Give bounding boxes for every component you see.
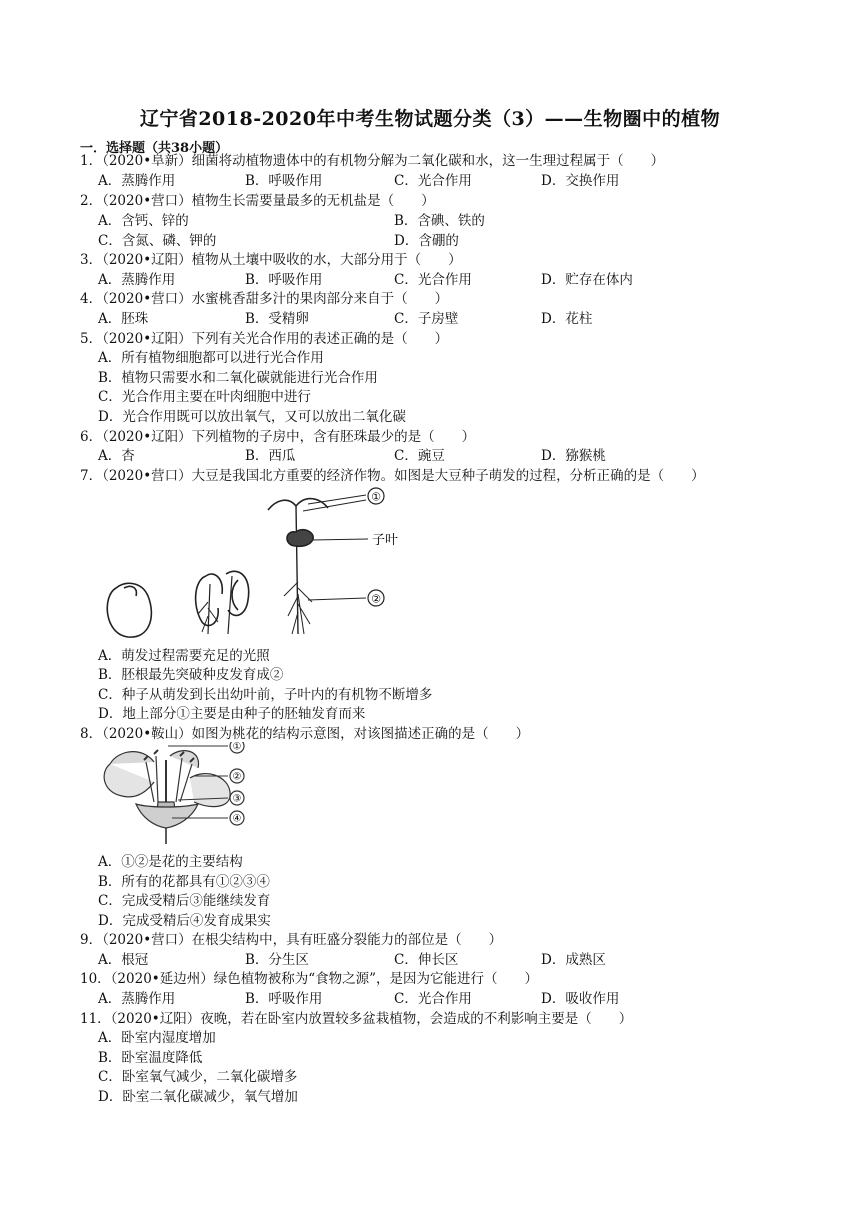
figure-label: ③ bbox=[232, 793, 242, 805]
option: B．呼吸作用 bbox=[245, 173, 323, 189]
section-heading: 一．选择题（共38小题） bbox=[80, 141, 229, 156]
option: C．光合作用 bbox=[394, 991, 472, 1007]
option: B．呼吸作用 bbox=[245, 991, 323, 1007]
option: A．萌发过程需要充足的光照 bbox=[98, 648, 270, 664]
option: A．含钙、锌的 bbox=[98, 213, 189, 229]
option: A．根冠 bbox=[98, 952, 149, 968]
peach-flower-figure bbox=[98, 742, 248, 846]
option: A．卧室内湿度增加 bbox=[98, 1030, 216, 1046]
option: B．胚根最先突破种皮发育成② bbox=[98, 667, 284, 683]
option: B．西瓜 bbox=[245, 448, 296, 464]
option: B．受精卵 bbox=[245, 311, 309, 327]
option: A．蒸腾作用 bbox=[98, 173, 176, 189]
figure-label: 子叶 bbox=[372, 533, 398, 548]
option: C．完成受精后③能继续发育 bbox=[98, 893, 271, 909]
document-title: 辽宁省2018-2020年中考生物试题分类（3）——生物圈中的植物 bbox=[139, 108, 721, 130]
question-stem: 4．（2020•营口）水蜜桃香甜多汁的果肉部分来自于（ ） bbox=[80, 291, 449, 307]
option: B．呼吸作用 bbox=[245, 272, 323, 288]
option: A．蒸腾作用 bbox=[98, 272, 176, 288]
question-stem: 5．（2020•辽阳）下列有关光合作用的表述正确的是（ ） bbox=[80, 331, 449, 347]
option: C．光合作用主要在叶肉细胞中进行 bbox=[98, 389, 311, 405]
question-stem: 7．（2020•营口）大豆是我国北方重要的经济作物。如图是大豆种子萌发的过程，分析正确的是（ ） bbox=[80, 468, 705, 484]
soybean-germination-figure bbox=[98, 484, 398, 642]
option: C．豌豆 bbox=[394, 448, 445, 464]
question-stem: 10．（2020•延边州）绿色植物被称为“食物之源”，是因为它能进行（ ） bbox=[80, 971, 539, 987]
option: A．所有植物细胞都可以进行光合作用 bbox=[98, 350, 324, 366]
question-stem: 2．（2020•营口）植物生长需要量最多的无机盐是（ ） bbox=[80, 193, 435, 209]
question-stem: 3．（2020•辽阳）植物从土壤中吸收的水，大部分用于（ ） bbox=[80, 252, 462, 268]
option: C．光合作用 bbox=[394, 173, 472, 189]
option: C．卧室氧气减少，二氧化碳增多 bbox=[98, 1069, 298, 1085]
option: C．伸长区 bbox=[394, 952, 459, 968]
question-stem: 1．（2020•阜新）细菌将动植物遗体中的有机物分解为二氧化碳和水，这一生理过程属于（ ） bbox=[80, 153, 665, 169]
option: C．种子从萌发到长出幼叶前，子叶内的有机物不断增多 bbox=[98, 687, 433, 703]
option: D．含硼的 bbox=[394, 233, 459, 249]
option: A．杏 bbox=[98, 448, 135, 464]
option: D．成熟区 bbox=[541, 952, 606, 968]
question-stem: 6．（2020•辽阳）下列植物的子房中，含有胚珠最少的是（ ） bbox=[80, 429, 476, 445]
option: D．地上部分①主要是由种子的胚轴发育而来 bbox=[98, 706, 366, 722]
question-stem: 9．（2020•营口）在根尖结构中，具有旺盛分裂能力的部位是（ ） bbox=[80, 932, 503, 948]
option: A．蒸腾作用 bbox=[98, 991, 176, 1007]
question-stem: 8．（2020•鞍山）如图为桃花的结构示意图，对该图描述正确的是（ ） bbox=[80, 726, 530, 742]
option: D．光合作用既可以放出氧气，又可以放出二氧化碳 bbox=[98, 409, 406, 425]
figure-label: ④ bbox=[232, 813, 242, 825]
option: D．吸收作用 bbox=[541, 991, 620, 1007]
option: D．交换作用 bbox=[541, 173, 620, 189]
option: A．①②是花的主要结构 bbox=[98, 854, 243, 870]
option: A．胚珠 bbox=[98, 311, 149, 327]
option: C．含氮、磷、钾的 bbox=[98, 233, 217, 249]
option: D．贮存在体内 bbox=[541, 272, 633, 288]
figure-label: ② bbox=[371, 592, 381, 606]
figure-label: ① bbox=[232, 742, 242, 753]
option: B．含碘、铁的 bbox=[394, 213, 485, 229]
figure-label: ② bbox=[232, 771, 242, 783]
option: B．卧室温度降低 bbox=[98, 1050, 203, 1066]
option: C．光合作用 bbox=[394, 272, 472, 288]
option: D．完成受精后④发育成果实 bbox=[98, 913, 271, 929]
figure-label: ① bbox=[371, 490, 381, 504]
option: D．花柱 bbox=[541, 311, 593, 327]
option: C．子房壁 bbox=[394, 311, 459, 327]
option: D．猕猴桃 bbox=[541, 448, 606, 464]
option: B．分生区 bbox=[245, 952, 309, 968]
question-stem: 11．（2020•辽阳）夜晚，若在卧室内放置较多盆栽植物，会造成的不利影响主要是（ ） bbox=[80, 1011, 633, 1027]
option: D．卧室二氧化碳减少，氧气增加 bbox=[98, 1089, 298, 1105]
option: B．所有的花都具有①②③④ bbox=[98, 874, 270, 890]
option: B．植物只需要水和二氧化碳就能进行光合作用 bbox=[98, 370, 378, 386]
